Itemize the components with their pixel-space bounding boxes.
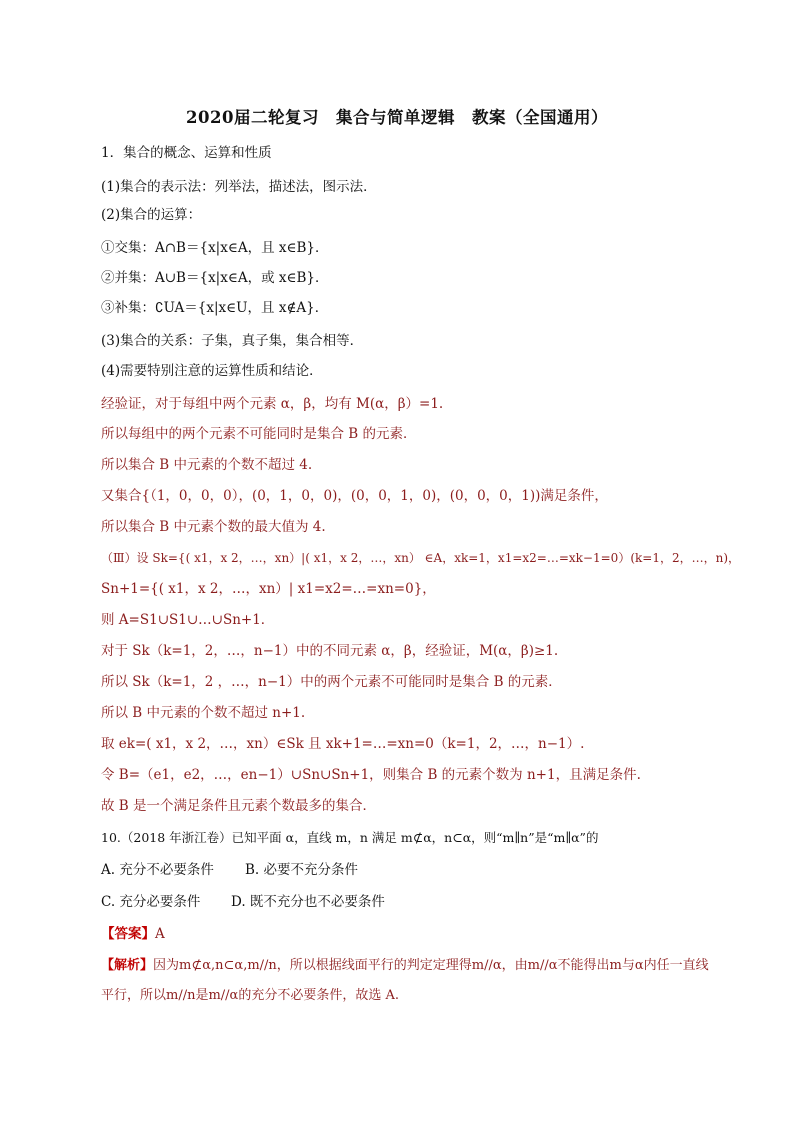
proof-line: （Ⅲ）设 Sk={( x1，x 2，…，xn）|( x1，x 2，…，xn） ∈A，xk=1，x1=x2=…=xk−1=0）(k=1，2，…，n)，: [101, 551, 741, 565]
explanation-text: 因为m⊄α,n⊂α,m//n，所以根据线面平行的判定定理得m//α，由m//α不能得出m与α内任一直线: [153, 958, 709, 973]
proof-line: 所以每组中的两个元素不可能同时是集合 B 的元素．: [101, 426, 417, 442]
explanation-text: 平行，所以m//n是m//α的充分不必要条件，故选 A.: [101, 988, 399, 1003]
proof-line: 所以 B 中元素的个数不超过 n+1.: [101, 705, 306, 721]
set-relations: (3)集合的关系：子集，真子集，集合相等．: [101, 333, 364, 349]
option-b: B. 必要不充分条件: [245, 862, 359, 878]
set-operations-heading: (2)集合的运算：: [101, 207, 202, 223]
answer-line: [101, 924, 165, 944]
option-d: D. 既不充分也不必要条件: [231, 894, 385, 910]
union-definition: ②并集：A∪B＝{x|x∈A，或 x∈B}．: [101, 270, 329, 286]
set-representation: (1)集合的表示法：列举法，描述法，图示法．: [101, 179, 377, 195]
answer-tag: 【答案】: [101, 926, 155, 942]
page-title: 2020届二轮复习 集合与简单逻辑 教案（全国通用）: [186, 108, 608, 127]
option-c: C. 充分必要条件: [101, 894, 201, 910]
question-stem: 10.（2018 年浙江卷）已知平面 α，直线 m，n 满足 m⊄α，n⊂α，则“m∥n”是“m∥α”的: [101, 830, 599, 845]
explanation-line: [101, 956, 709, 976]
special-properties: (4)需要特别注意的运算性质和结论．: [101, 363, 323, 379]
proof-line: 对于 Sk（k=1，2，…，n−1）中的不同元素 α，β，经验证，M(α，β)≥1.: [101, 643, 559, 659]
proof-line: Sn+1={( x1，x 2，…，xn）| x1=x2=…=xn=0}，: [101, 581, 436, 597]
proof-line: 令 B=（e1，e2，…，en−1）∪Sn∪Sn+1，则集合 B 的元素个数为 n+1，且满足条件.: [101, 767, 641, 783]
proof-line: 经验证，对于每组中两个元素 α，β，均有 M(α，β）=1.: [101, 396, 444, 412]
explanation-tag: 【解析】: [101, 958, 154, 973]
proof-line: 所以 Sk（k=1，2 ，…，n−1）中的两个元素不可能同时是集合 B 的元素．: [101, 674, 562, 690]
proof-line: 所以集合 B 中元素的个数不超过 4.: [101, 457, 313, 473]
proof-line: 取 ek=( x1，x 2，…，xn）∈Sk 且 xk+1=…=xn=0（k=1，2，…，n−1）.: [101, 736, 585, 752]
proof-line: 所以集合 B 中元素个数的最大值为 4.: [101, 519, 326, 535]
complement-definition: ③补集：∁UA＝{x|x∈U，且 x∉A}．: [101, 300, 329, 316]
section-heading: 1．集合的概念、运算和性质: [101, 145, 272, 161]
answer-value: A: [155, 926, 165, 942]
proof-line: 又集合{（1，0，0，0），(0，1，0，0)，(0，0，1，0)，(0，0，0，1))满足条件，: [101, 488, 608, 504]
proof-line: 则 A=S1∪S1∪…∪Sn+1．: [101, 612, 275, 628]
proof-line: 故 B 是一个满足条件且元素个数最多的集合．: [101, 798, 377, 814]
intersection-definition: ①交集：A∩B＝{x|x∈A，且 x∈B}．: [101, 240, 329, 256]
option-a: A. 充分不必要条件: [101, 862, 214, 878]
